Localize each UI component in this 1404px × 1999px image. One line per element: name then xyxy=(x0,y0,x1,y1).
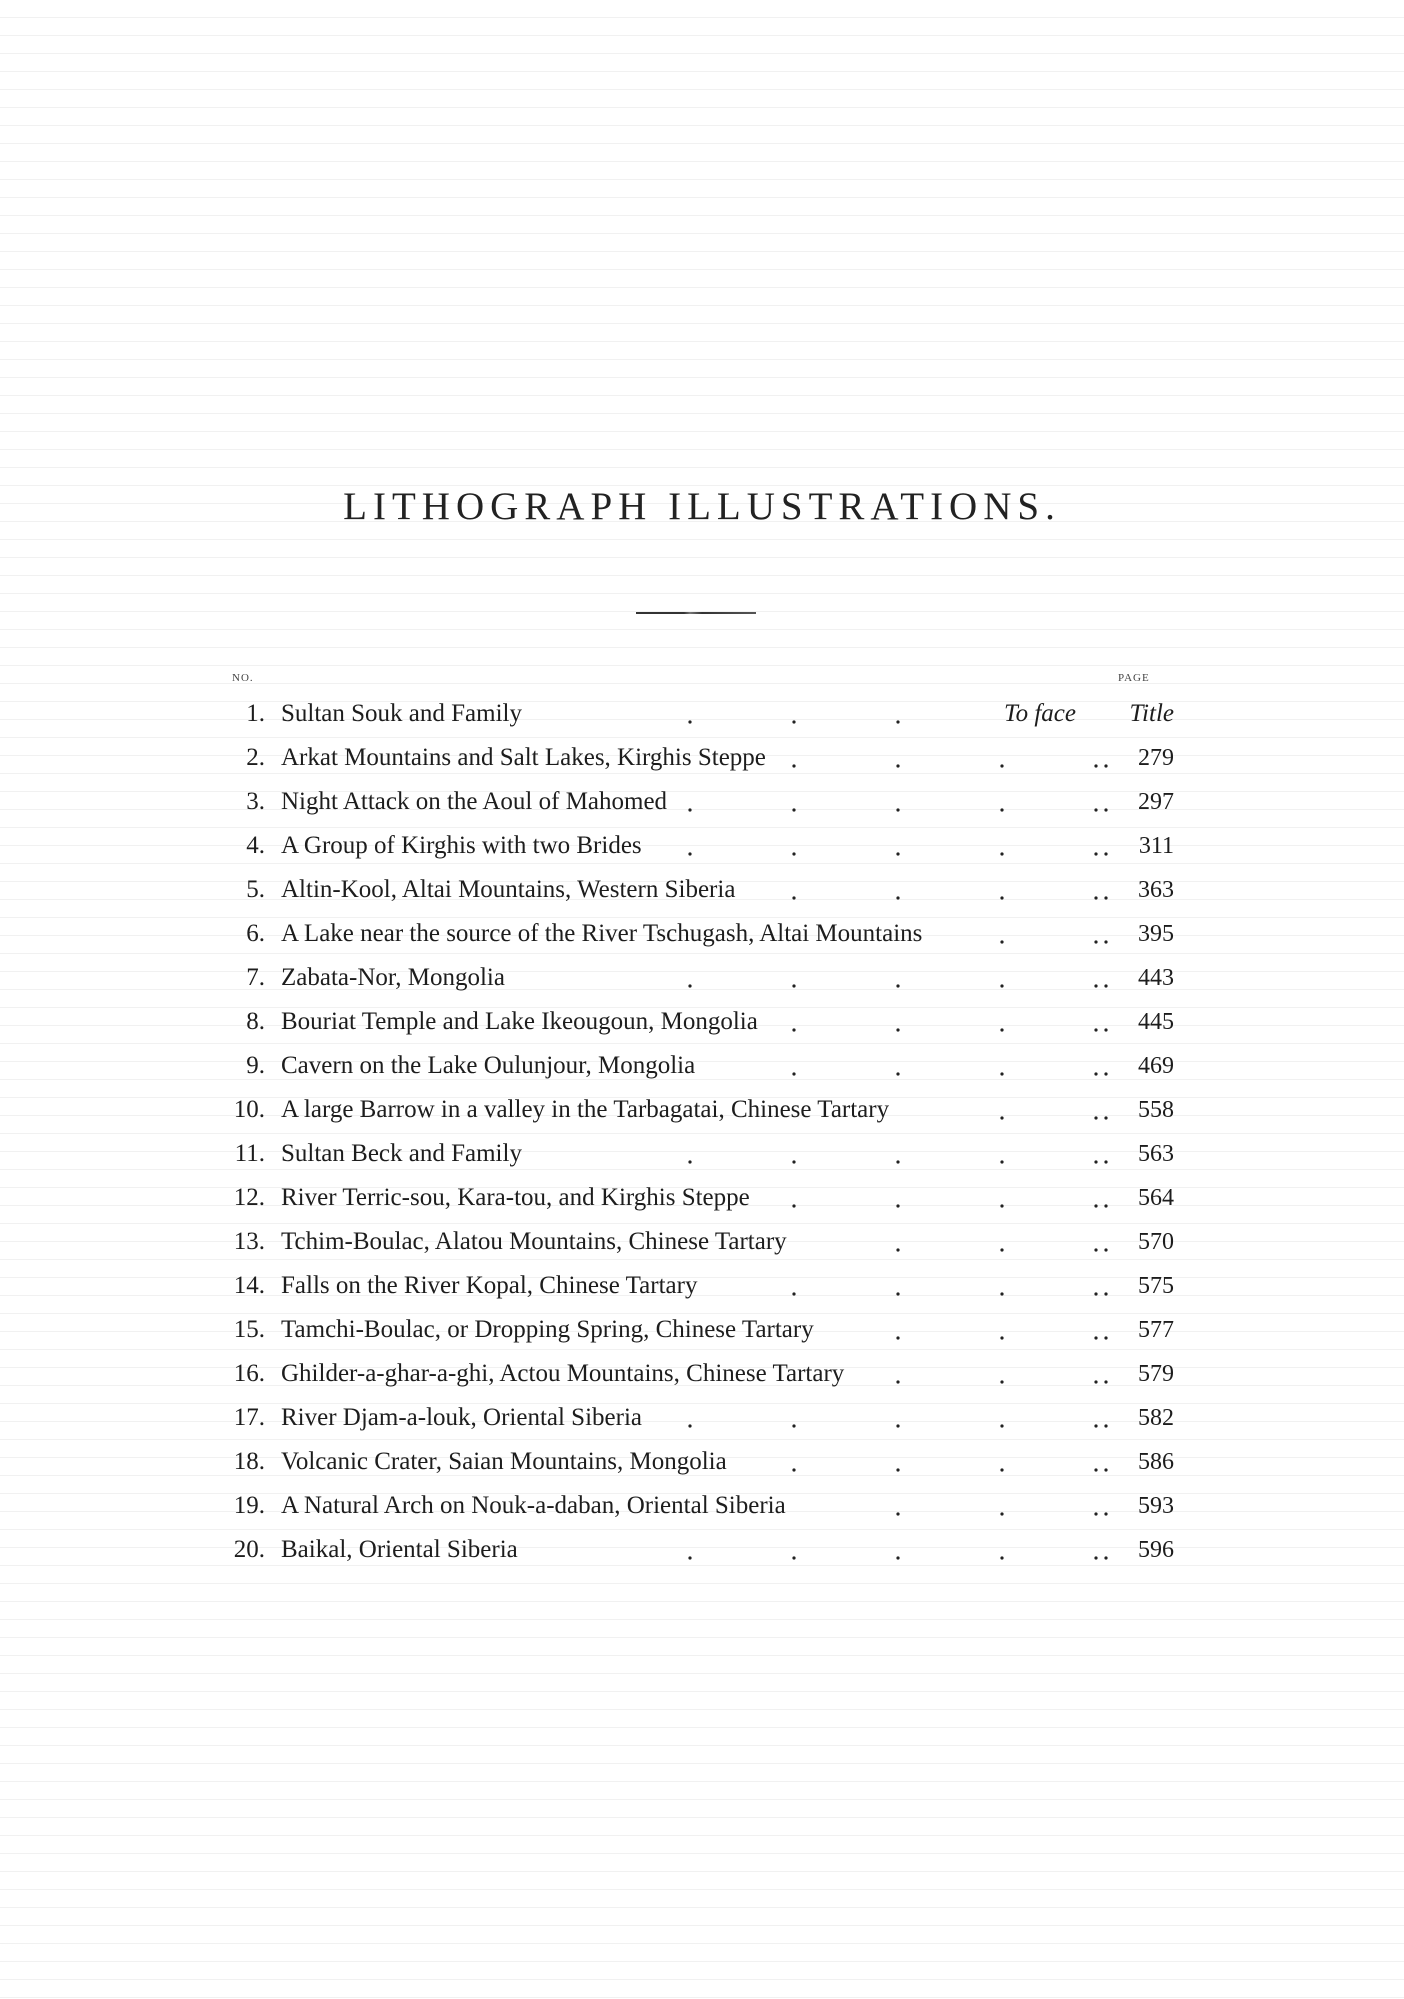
leader-dot xyxy=(792,1424,795,1427)
item-title: Altin-Kool, Altai Mountains, Western Siberia xyxy=(281,876,736,903)
leader-dot xyxy=(1104,1468,1107,1471)
leader-dot xyxy=(792,852,795,855)
leader-dot xyxy=(1104,1336,1107,1339)
leader-dot xyxy=(1094,1424,1097,1427)
leader-dot xyxy=(792,1204,795,1207)
dot-leader xyxy=(0,736,1404,780)
item-page-number: 564 xyxy=(1138,1185,1174,1211)
dot-leader xyxy=(0,912,1404,956)
leader-dot xyxy=(1000,808,1003,811)
leader-dot xyxy=(792,1028,795,1031)
leader-dot xyxy=(1094,940,1097,943)
leader-dot xyxy=(688,1424,691,1427)
item-page-number: Title xyxy=(1129,700,1174,727)
leader-dot xyxy=(1094,1292,1097,1295)
list-item xyxy=(0,736,1404,780)
item-number: 4. xyxy=(246,832,265,859)
leader-dot xyxy=(688,808,691,811)
leader-dot xyxy=(896,1072,899,1075)
leader-dot xyxy=(1104,1072,1107,1075)
leader-dot xyxy=(1000,1248,1003,1251)
leader-dot xyxy=(1104,1160,1107,1163)
column-header-no: NO. xyxy=(232,672,254,684)
item-page-number: 395 xyxy=(1138,921,1174,947)
leader-dot xyxy=(1094,1468,1097,1471)
item-page-number: 445 xyxy=(1138,1009,1174,1035)
item-title: Bouriat Temple and Lake Ikeougoun, Mongolia xyxy=(281,1008,758,1035)
dot-leader xyxy=(0,1088,1404,1132)
list-item xyxy=(0,912,1404,956)
dot-leader xyxy=(0,868,1404,912)
leader-dot xyxy=(896,1292,899,1295)
item-number: 11. xyxy=(234,1140,265,1167)
dot-leader xyxy=(0,1440,1404,1484)
item-title: Ghilder-a-ghar-a-ghi, Actou Mountains, Chinese Tartary xyxy=(281,1360,845,1387)
item-title: A large Barrow in a valley in the Tarbagatai, Chinese Tartary xyxy=(281,1096,890,1123)
leader-dot xyxy=(1104,940,1107,943)
dot-leader xyxy=(0,1044,1404,1088)
item-title: Volcanic Crater, Saian Mountains, Mongolia xyxy=(281,1448,727,1475)
item-number: 2. xyxy=(246,744,265,771)
leader-dot xyxy=(688,984,691,987)
item-title: Sultan Beck and Family xyxy=(281,1140,522,1167)
leader-dot xyxy=(1104,1512,1107,1515)
leader-dot xyxy=(792,1468,795,1471)
leader-dot xyxy=(1104,1424,1107,1427)
leader-dot xyxy=(896,1380,899,1383)
item-title: A Group of Kirghis with two Brides xyxy=(281,832,642,859)
item-page-number: 443 xyxy=(1138,965,1174,991)
leader-dot xyxy=(792,720,795,723)
leader-dot xyxy=(1000,1116,1003,1119)
leader-dot xyxy=(896,808,899,811)
leader-dot xyxy=(1094,984,1097,987)
leader-dot xyxy=(896,720,899,723)
item-page-number: 579 xyxy=(1138,1361,1174,1387)
list-item xyxy=(0,1088,1404,1132)
leader-dot xyxy=(1094,1556,1097,1559)
item-title: Tchim-Boulac, Alatou Mountains, Chinese Tartary xyxy=(281,1228,787,1255)
leader-dot xyxy=(1094,1248,1097,1251)
item-title: Tamchi-Boulac, or Dropping Spring, Chinese Tartary xyxy=(281,1316,814,1343)
leader-dot xyxy=(1000,852,1003,855)
dot-leader xyxy=(0,824,1404,868)
title-rule-divider xyxy=(636,612,756,614)
item-title: Cavern on the Lake Oulunjour, Mongolia xyxy=(281,1052,696,1079)
item-number: 20. xyxy=(233,1536,265,1563)
item-number: 15. xyxy=(233,1316,265,1343)
leader-dot xyxy=(1104,808,1107,811)
leader-dot xyxy=(1000,1160,1003,1163)
leader-dot xyxy=(896,764,899,767)
leader-dot xyxy=(1094,896,1097,899)
leader-dot xyxy=(896,1204,899,1207)
item-page-number: 311 xyxy=(1138,833,1174,859)
dot-leader xyxy=(0,1484,1404,1528)
item-title: Sultan Souk and Family xyxy=(281,700,522,727)
list-item xyxy=(0,1484,1404,1528)
leader-dot xyxy=(1000,984,1003,987)
list-item xyxy=(0,692,1404,736)
leader-dot xyxy=(1094,852,1097,855)
item-title: River Djam-a-louk, Oriental Siberia xyxy=(281,1404,642,1431)
leader-dot xyxy=(1000,1468,1003,1471)
item-page-number: 577 xyxy=(1138,1317,1174,1343)
dot-leader xyxy=(0,956,1404,1000)
item-title: River Terric-sou, Kara-tou, and Kirghis Steppe xyxy=(281,1184,750,1211)
leader-dot xyxy=(896,852,899,855)
leader-dot xyxy=(1104,896,1107,899)
item-page-prefix: To face xyxy=(1004,700,1076,727)
list-item xyxy=(0,1000,1404,1044)
item-number: 17. xyxy=(233,1404,265,1431)
leader-dot xyxy=(792,1292,795,1295)
leader-dot xyxy=(1104,1556,1107,1559)
leader-dot xyxy=(792,896,795,899)
dot-leader xyxy=(0,1264,1404,1308)
leader-dot xyxy=(688,720,691,723)
leader-dot xyxy=(1000,896,1003,899)
item-title: Falls on the River Kopal, Chinese Tartary xyxy=(281,1272,698,1299)
leader-dot xyxy=(1094,1204,1097,1207)
leader-dot xyxy=(688,1160,691,1163)
leader-dot xyxy=(896,1424,899,1427)
list-item xyxy=(0,824,1404,868)
leader-dot xyxy=(1094,1336,1097,1339)
leader-dot xyxy=(1104,764,1107,767)
leader-dot xyxy=(1104,984,1107,987)
leader-dot xyxy=(896,1512,899,1515)
item-number: 16. xyxy=(233,1360,265,1387)
item-number: 9. xyxy=(246,1052,265,1079)
list-item xyxy=(0,1176,1404,1220)
leader-dot xyxy=(1094,1072,1097,1075)
list-item xyxy=(0,1132,1404,1176)
list-item xyxy=(0,1220,1404,1264)
leader-dot xyxy=(896,984,899,987)
item-number: 13. xyxy=(233,1228,265,1255)
leader-dot xyxy=(792,1160,795,1163)
item-number: 3. xyxy=(246,788,265,815)
dot-leader xyxy=(0,1352,1404,1396)
leader-dot xyxy=(1094,1160,1097,1163)
leader-dot xyxy=(1094,1028,1097,1031)
item-number: 12. xyxy=(233,1184,265,1211)
list-item xyxy=(0,1352,1404,1396)
leader-dot xyxy=(896,1160,899,1163)
leader-dot xyxy=(1000,1512,1003,1515)
leader-dot xyxy=(1000,1204,1003,1207)
leader-dot xyxy=(1000,1424,1003,1427)
item-number: 8. xyxy=(246,1008,265,1035)
leader-dot xyxy=(1000,1556,1003,1559)
item-page-number: 596 xyxy=(1138,1537,1174,1563)
list-item xyxy=(0,780,1404,824)
leader-dot xyxy=(792,984,795,987)
item-page-number: 279 xyxy=(1138,745,1174,771)
item-page-number: 558 xyxy=(1138,1097,1174,1123)
dot-leader xyxy=(0,1528,1404,1572)
leader-dot xyxy=(1000,1336,1003,1339)
dot-leader xyxy=(0,1396,1404,1440)
item-page-number: 575 xyxy=(1138,1273,1174,1299)
item-page-number: 563 xyxy=(1138,1141,1174,1167)
item-number: 5. xyxy=(246,876,265,903)
leader-dot xyxy=(688,1556,691,1559)
item-page-number: 297 xyxy=(1138,789,1174,815)
leader-dot xyxy=(896,1556,899,1559)
leader-dot xyxy=(1094,1116,1097,1119)
list-item xyxy=(0,1396,1404,1440)
leader-dot xyxy=(792,1072,795,1075)
list-item xyxy=(0,1440,1404,1484)
leader-dot xyxy=(1000,1292,1003,1295)
list-item xyxy=(0,1308,1404,1352)
list-item xyxy=(0,1528,1404,1572)
leader-dot xyxy=(1104,1248,1107,1251)
item-page-number: 593 xyxy=(1138,1493,1174,1519)
item-title: Baikal, Oriental Siberia xyxy=(281,1536,518,1563)
leader-dot xyxy=(792,1556,795,1559)
leader-dot xyxy=(1104,1380,1107,1383)
page-title: LITHOGRAPH ILLUSTRATIONS. xyxy=(343,485,1061,528)
leader-dot xyxy=(792,808,795,811)
dot-leader xyxy=(0,780,1404,824)
leader-dot xyxy=(896,896,899,899)
dot-leader xyxy=(0,1308,1404,1352)
leader-dot xyxy=(1094,808,1097,811)
leader-dot xyxy=(896,1336,899,1339)
item-number: 6. xyxy=(246,920,265,947)
item-number: 19. xyxy=(233,1492,265,1519)
leader-dot xyxy=(896,1468,899,1471)
list-item xyxy=(0,956,1404,1000)
item-page-number: 363 xyxy=(1138,877,1174,903)
item-number: 10. xyxy=(233,1096,265,1123)
leader-dot xyxy=(1000,1380,1003,1383)
leader-dot xyxy=(1094,764,1097,767)
column-header-page: PAGE xyxy=(1118,672,1150,684)
item-title: A Lake near the source of the River Tschugash, Altai Mountains xyxy=(281,920,923,947)
item-number: 18. xyxy=(233,1448,265,1475)
leader-dot xyxy=(1000,1072,1003,1075)
leader-dot xyxy=(1104,1028,1107,1031)
leader-dot xyxy=(1000,764,1003,767)
list-item xyxy=(0,868,1404,912)
item-page-number: 469 xyxy=(1138,1053,1174,1079)
leader-dot xyxy=(896,1248,899,1251)
item-number: 7. xyxy=(246,964,265,991)
leader-dot xyxy=(1104,1292,1107,1295)
dot-leader xyxy=(0,1176,1404,1220)
item-page-number: 582 xyxy=(1138,1405,1174,1431)
list-item xyxy=(0,1264,1404,1308)
leader-dot xyxy=(1104,852,1107,855)
item-title: Night Attack on the Aoul of Mahomed xyxy=(281,788,668,815)
list-item xyxy=(0,1044,1404,1088)
leader-dot xyxy=(1104,1204,1107,1207)
item-title: A Natural Arch on Nouk-a-daban, Oriental Siberia xyxy=(281,1492,786,1519)
leader-dot xyxy=(1094,1380,1097,1383)
leader-dot xyxy=(688,852,691,855)
dot-leader xyxy=(0,1132,1404,1176)
item-title: Arkat Mountains and Salt Lakes, Kirghis Steppe xyxy=(281,744,766,771)
leader-dot xyxy=(1094,1512,1097,1515)
leader-dot xyxy=(1104,1116,1107,1119)
dot-leader xyxy=(0,1220,1404,1264)
item-page-number: 586 xyxy=(1138,1449,1174,1475)
item-number: 14. xyxy=(233,1272,265,1299)
leader-dot xyxy=(792,764,795,767)
leader-dot xyxy=(896,1028,899,1031)
leader-dot xyxy=(1000,940,1003,943)
item-title: Zabata-Nor, Mongolia xyxy=(281,964,505,991)
dot-leader xyxy=(0,692,1404,736)
dot-leader xyxy=(0,1000,1404,1044)
leader-dot xyxy=(1000,1028,1003,1031)
item-page-number: 570 xyxy=(1138,1229,1174,1255)
item-number: 1. xyxy=(246,700,265,727)
